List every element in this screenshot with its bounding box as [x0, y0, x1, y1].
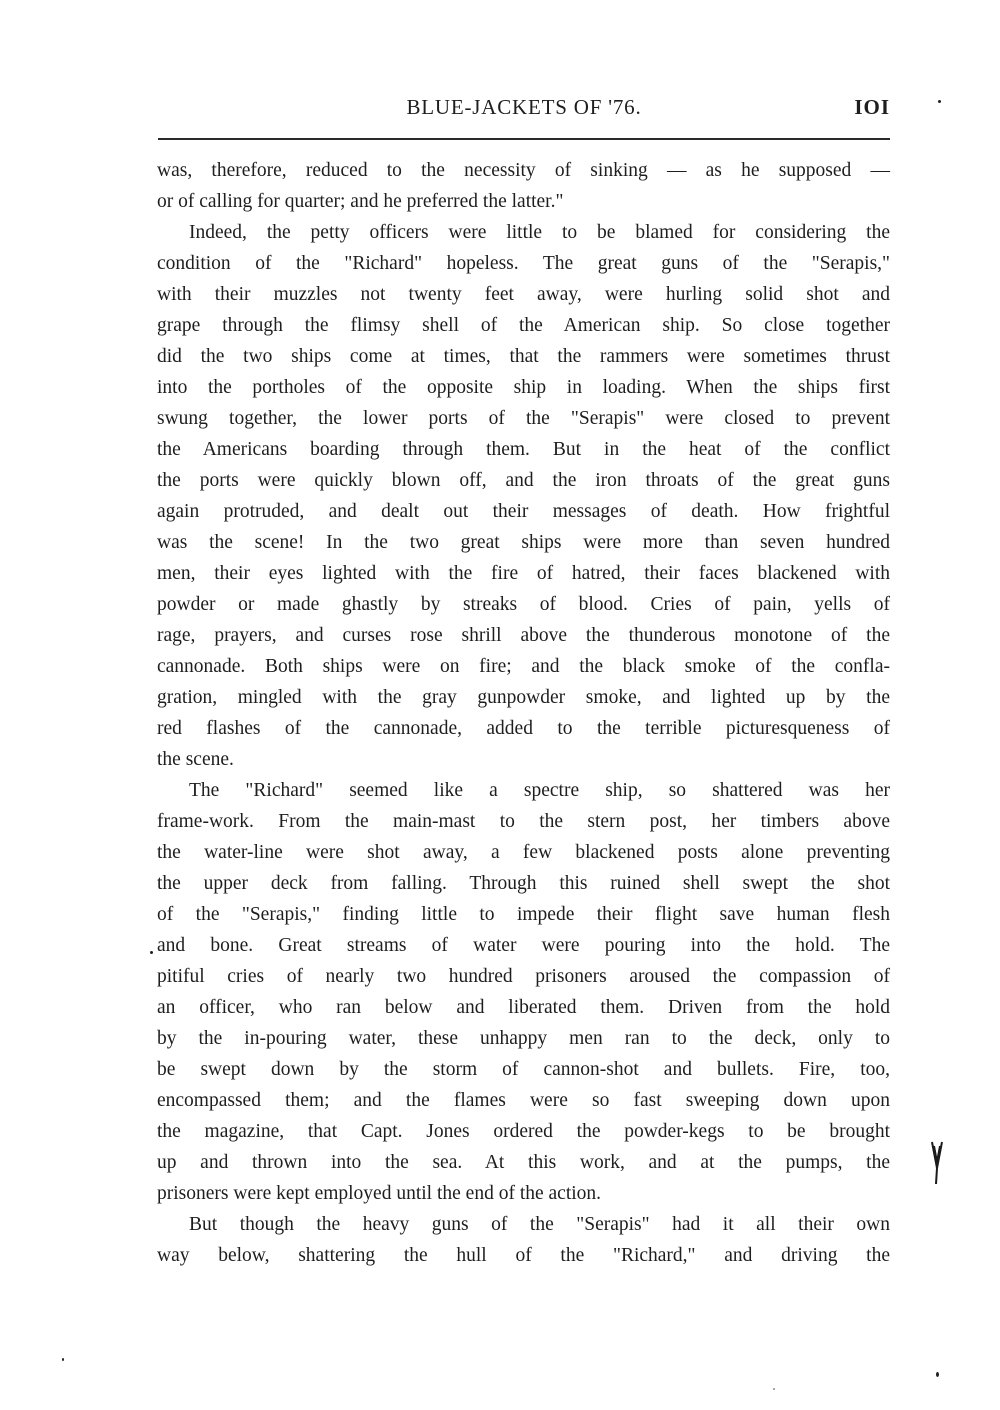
- text-line: be swept down by the storm of cannon-shot and bullets. Fire, too,: [157, 1059, 890, 1080]
- text-line: powder or made ghastly by streaks of blood. Cries of pain, yells of: [157, 594, 890, 615]
- text-line: by the in-pouring water, these unhappy men ran to the deck, only to: [157, 1028, 890, 1049]
- text-line: up and thrown into the sea. At this work, and at the pumps, the: [157, 1152, 890, 1173]
- text-line: frame-work. From the main-mast to the stern post, her timbers above: [157, 811, 890, 832]
- scan-speck: [936, 1372, 939, 1377]
- margin-mark-icon: [930, 1140, 944, 1188]
- text-line: into the portholes of the opposite ship in loading. When the ships first: [157, 377, 890, 398]
- text-line: Indeed, the petty officers were little to be blamed for considering the: [189, 222, 890, 243]
- text-line: of the "Serapis," finding little to impede their flight save human flesh: [157, 904, 890, 925]
- body-text: [157, 155, 890, 1271]
- scan-speck: [62, 1358, 64, 1361]
- text-line: prisoners were kept employed until the end of the action.: [157, 1183, 602, 1204]
- text-line: grape through the flimsy shell of the American ship. So close together: [157, 315, 890, 336]
- text-line: condition of the "Richard" hopeless. The great guns of the "Serapis,": [157, 253, 890, 274]
- text-line: encompassed them; and the flames were so fast sweeping down upon: [157, 1090, 890, 1111]
- text-line: pitiful cries of nearly two hundred prisoners aroused the compassion of: [157, 966, 890, 987]
- text-line: the water-line were shot away, a few blackened posts alone preventing: [157, 842, 890, 863]
- text-line: way below, shattering the hull of the "Richard," and driving the: [157, 1245, 890, 1266]
- text-line: or of calling for quarter; and he preferred the latter.": [157, 191, 564, 212]
- text-line: the scene.: [157, 749, 234, 770]
- scan-speck: [938, 100, 941, 103]
- running-head: [158, 92, 890, 122]
- text-line: an officer, who ran below and liberated them. Driven from the hold: [157, 997, 890, 1018]
- text-line: was the scene! In the two great ships were more than seven hundred: [157, 532, 890, 553]
- text-line: cannonade. Both ships were on fire; and the black smoke of the confla-: [157, 656, 890, 677]
- text-line: But though the heavy guns of the "Serapis" had it all their own: [189, 1214, 890, 1235]
- text-line: the ports were quickly blown off, and the iron throats of the great guns: [157, 470, 890, 491]
- text-line: was, therefore, reduced to the necessity of sinking — as he supposed —: [157, 160, 890, 181]
- text-line: did the two ships come at times, that the rammers were sometimes thrust: [157, 346, 890, 367]
- text-line: the magazine, that Capt. Jones ordered the powder-kegs to be brought: [157, 1121, 890, 1142]
- text-line: The "Richard" seemed like a spectre ship, so shattered was her: [189, 780, 890, 801]
- scan-speck: [773, 1388, 775, 1390]
- running-title: BLUE-JACKETS OF '76.: [406, 95, 642, 119]
- text-line: the upper deck from falling. Through this ruined shell swept the shot: [157, 873, 890, 894]
- text-line: red flashes of the cannonade, added to the terrible picturesqueness of: [157, 718, 890, 739]
- text-line: with their muzzles not twenty feet away, were hurling solid shot and: [157, 284, 890, 305]
- text-line: swung together, the lower ports of the "Serapis" were closed to prevent: [157, 408, 890, 429]
- text-line: rage, prayers, and curses rose shrill above the thunderous monotone of the: [157, 625, 890, 646]
- page-number: IOI: [854, 95, 890, 119]
- scan-speck: [150, 951, 153, 954]
- text-line: again protruded, and dealt out their messages of death. How frightful: [157, 501, 890, 522]
- header-rule: [158, 138, 890, 140]
- text-line: gration, mingled with the gray gunpowder smoke, and lighted up by the: [157, 687, 890, 708]
- text-line: the Americans boarding through them. But in the heat of the conflict: [157, 439, 890, 460]
- text-line: men, their eyes lighted with the fire of hatred, their faces blackened with: [157, 563, 890, 584]
- text-line: and bone. Great streams of water were pouring into the hold. The: [157, 935, 890, 956]
